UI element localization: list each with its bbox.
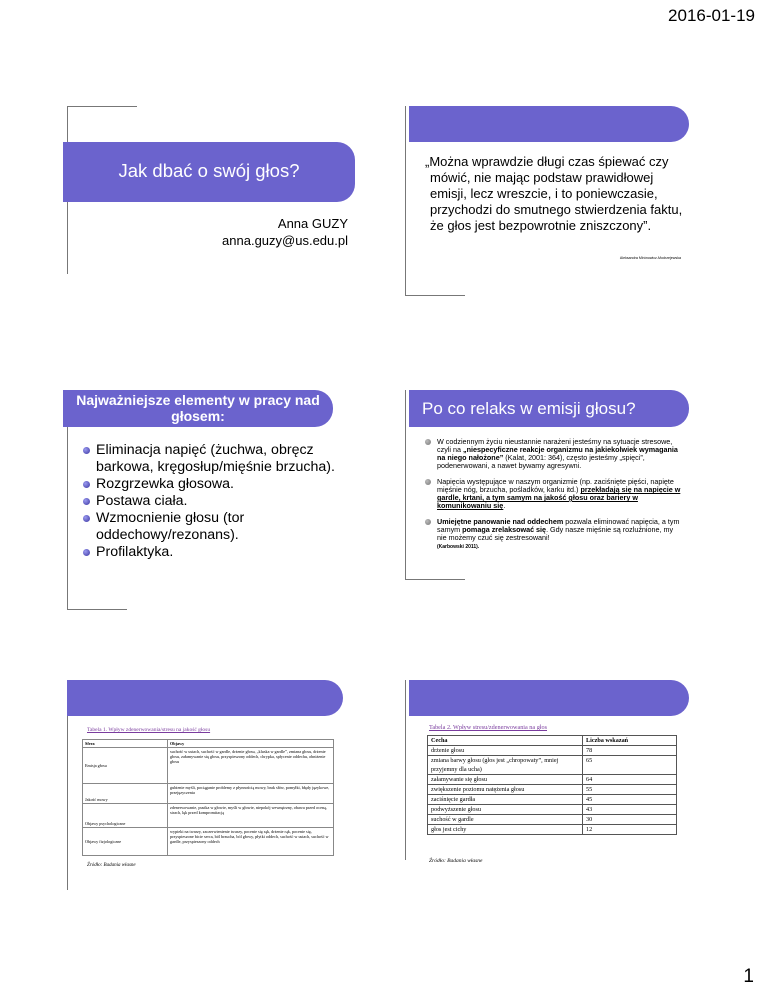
bullet-item: Napięcia występujące w naszym organizmie (np. zaciśnięte pięści, napięte mięśnie nóg, brzucha, pośladków, karku itd.) przekładają się na napięcie w gardle, krtani, a tym samym na jakość głosu oraz bariery w komunikowaniu się. xyxy=(425,478,683,510)
table-row: zwiększenie poziomu natężenia głosu 55 xyxy=(428,785,677,795)
table-1-source: Źródło: Badania własne xyxy=(87,863,136,868)
table-row: głos jest cichy 12 xyxy=(428,825,677,835)
slide-3-title: Najważniejsze elementy w pracy nad głosem: xyxy=(76,392,320,424)
table-1 xyxy=(82,739,334,856)
slide-1-title-bar xyxy=(63,142,355,202)
table-row: załamywanie się głosu 64 xyxy=(428,775,677,785)
bullet-item: W codziennym życiu nieustannie narażeni jesteśmy na sytuacje stresowe, czyli na „niespecyficzne reakcje organizmu na jakiekolwiek wymagania na niego nałożone” (Kalat, 2001: 364), często jesteśmy „spięci”, podenerwowani, a nawet bywamy agresywni. xyxy=(425,438,683,470)
slide-4-title: Po co relaks w emisji głosu? xyxy=(422,399,636,418)
table-row: Emisja głosu suchość w ustach, suchość w gardle, drżenie głosu, „kluska w gardle”, zmiana głosu, drżenie głosu, załamywanie się głosu, przyspieszony oddech, chrypka, spłycenie oddechu, obniżenie głosu xyxy=(83,748,334,784)
bullet-item: Rozgrzewka głosowa. xyxy=(83,476,343,493)
quote-text: „Można wprawdzie długi czas śpiewać czy mówić, nie mając podstaw prawidłowej emisji, lecz wreszcie, i to poniewczasie, przychodzi do smutnego stwierdzenia faktu, że głos jest bezpowrotnie zniszczony”. xyxy=(425,154,683,233)
author-email: anna.guzy@us.edu.pl xyxy=(222,233,348,248)
slide-5-title-bar xyxy=(67,680,343,716)
table-row: zaciśnięcie gardła 45 xyxy=(428,795,677,805)
slide-1-title: Jak dbać o swój głos? xyxy=(118,160,300,181)
slide-2-title-bar xyxy=(409,106,689,142)
table-2 xyxy=(427,735,677,835)
table-header-row: Cecha Liczba wskazań xyxy=(428,736,677,746)
slide-3-bullet-list xyxy=(83,442,343,561)
slide-3 xyxy=(63,390,343,599)
slide-3-title-bar xyxy=(63,390,333,427)
print-date: 2016-01-19 xyxy=(668,6,755,25)
table-row: Objawy psychologiczne zdenerwowanie, pustka w głowie, myśli w głowie, niepokój wewnętrzny, obawa przed oceną, strach, lęk przed kompromitacją xyxy=(83,804,334,828)
table-row: Jakość mowy gubienie myśli, pociąganie problemy z płynnością mowy, brak słów, pomyłki, błędy językowe, przejęzyczenia xyxy=(83,784,334,804)
quote-attribution: Aleksandra Mirónowicz-Modrzejewska xyxy=(619,256,681,260)
table-row: zmiana barwy głosu (głos jest „chropowaty”, mniej przyjemny dla ucha) 65 xyxy=(428,756,677,775)
slide-4-title-bar xyxy=(409,390,689,427)
slide-1 xyxy=(63,106,348,315)
table-row: suchość w gardle 30 xyxy=(428,815,677,825)
table-1-caption: Tabela 1. Wpływ zdenerwowania/stresu na jakość głosu xyxy=(87,727,211,733)
table-row: drżenie głosu 78 xyxy=(428,746,677,756)
slide-4 xyxy=(405,390,685,599)
bullet-item: Eliminacja napięć (żuchwa, obręcz barkowa, kręgosłup/mięśnie brzucha). xyxy=(83,442,343,476)
bullet-item: Wzmocnienie głosu (tor oddechowy/rezonans). xyxy=(83,510,343,544)
slide-5 xyxy=(63,680,343,889)
author-name: Anna GUZY xyxy=(277,216,348,231)
slide-2 xyxy=(405,106,685,315)
bullet-item: Postawa ciała. xyxy=(83,493,343,510)
table-2-source: Źródło: Badania własne xyxy=(429,858,483,864)
slide-6-title-bar xyxy=(409,680,689,716)
slide-6 xyxy=(405,680,685,889)
slide-4-bullet-list xyxy=(425,438,683,559)
table-header-row: Sfera Objawy xyxy=(83,740,334,748)
table-2-caption: Tabela 2. Wpływ stresu/zdenerwowania na głos xyxy=(429,724,548,731)
bullet-item: Umiejętne panowanie nad oddechem pozwala eliminować napięcia, a tym samym pomaga zrelaksować się. Gdy nasze mięśnie są rozluźnione, my nie możemy czuć się zestresowani! (Karbowski 2011). xyxy=(425,518,683,551)
page-number: 1 xyxy=(743,966,754,987)
bullet-item: Profilaktyka. xyxy=(83,544,343,561)
table-row: podwyższenie głosu 43 xyxy=(428,805,677,815)
table-row: Objawy fizjologiczne wypieki na twarzy, zaczerwienienie twarzy, pocenie się rąk, drżenie rąk, pocenie się, przyspieszone bicie serca, ból brzucha, ból głowy, płytki oddech, suchość w ustach, suchość w gardle, przyspieszony oddech xyxy=(83,828,334,856)
